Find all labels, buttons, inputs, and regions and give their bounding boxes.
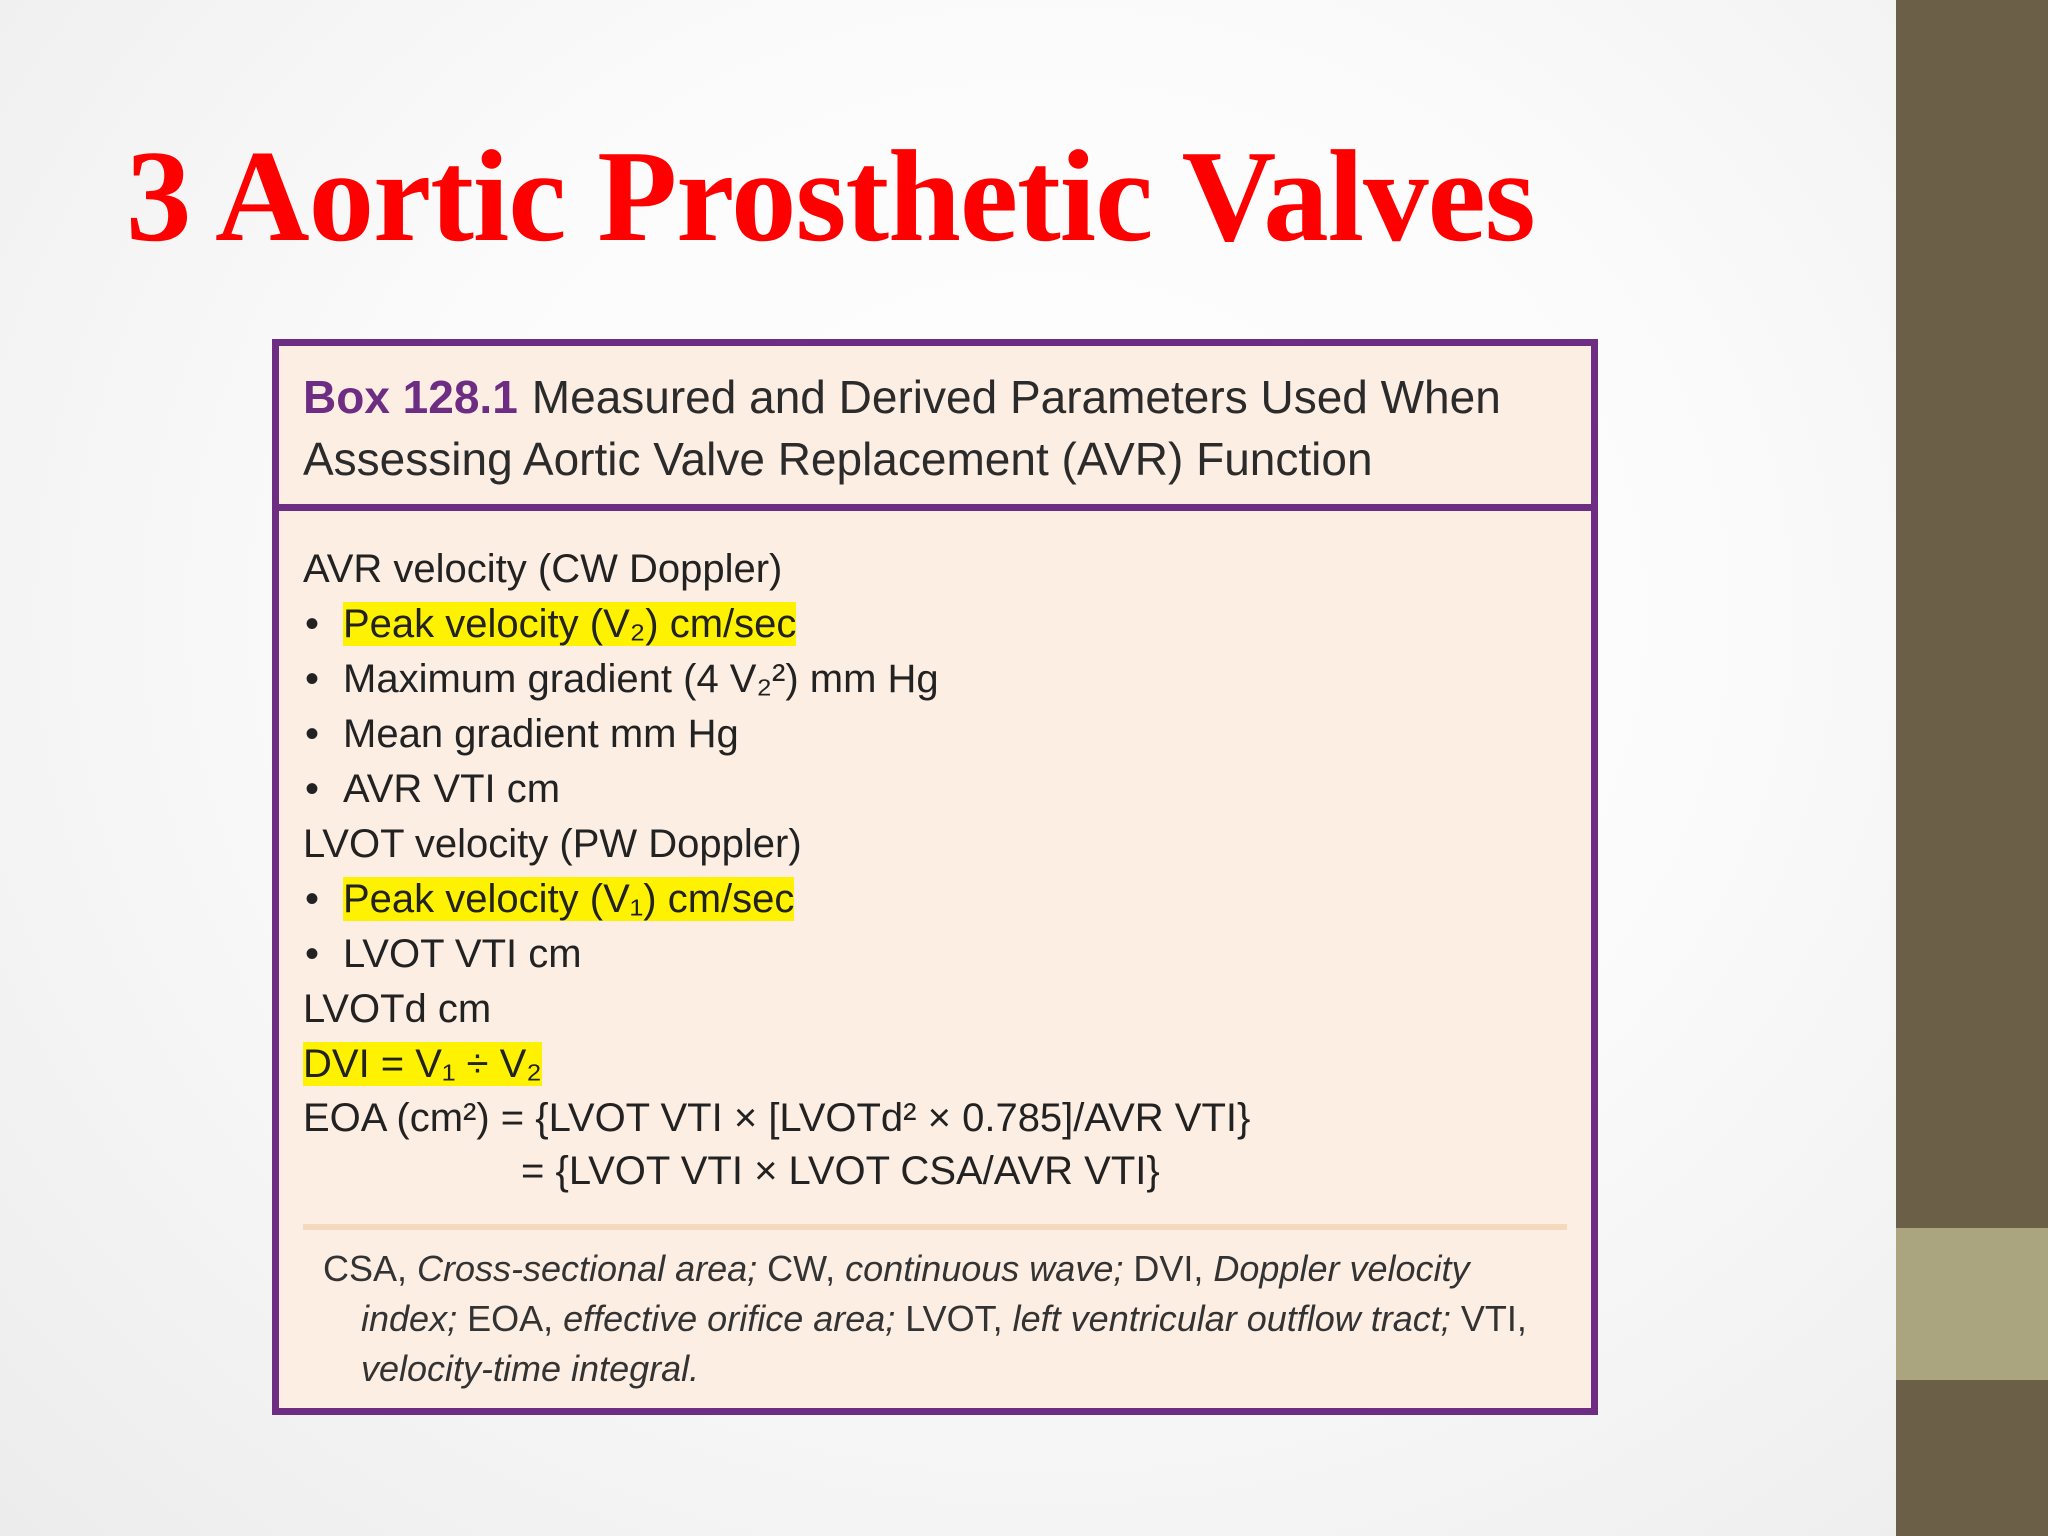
lvot-peak-velocity-item	[303, 872, 1567, 927]
box-label: Box 128.1	[303, 371, 518, 423]
bullet-icon: •	[305, 877, 320, 921]
slide-title: 3 Aortic Prosthetic Valves	[126, 124, 1535, 269]
max-gradient-item: • Maximum gradient (4 V₂²) mm Hg	[303, 652, 1567, 707]
lvotd-item: LVOTd cm	[303, 987, 492, 1031]
avr-peak-velocity-item	[303, 597, 1567, 652]
lvot-velocity-heading: LVOT velocity (PW Doppler)	[303, 822, 802, 866]
avr-vti-item: • AVR VTI cm	[303, 762, 1567, 817]
abbreviations-footnote: CSA, Cross-sectional area; CW, continuous wave; DVI, Doppler velocity index; EOA, effective orifice area; LVOT, left ventricular outflow tract; VTI, velocity-time integral.	[323, 1248, 1527, 1389]
box-title-text: Measured and Derived Parameters Used When	[531, 371, 1501, 423]
bullet-icon: •	[305, 602, 320, 646]
eoa-formula-line-2: = {LVOT VTI × LVOT CSA/AVR VTI}	[521, 1149, 1160, 1193]
mean-gradient-item: • Mean gradient mm Hg	[303, 707, 1567, 762]
lvot-vti-item: • LVOT VTI cm	[303, 927, 1567, 982]
box-title-line-2: Assessing Aortic Valve Replacement (AVR) Function	[303, 433, 1373, 485]
avr-velocity-heading: AVR velocity (CW Doppler)	[303, 547, 783, 591]
highlighted-text: DVI = V₁ ÷ V₂	[303, 1042, 542, 1086]
highlighted-text: Peak velocity (V₂) cm/sec	[343, 602, 797, 646]
slide-side-accent	[1896, 1228, 2048, 1380]
box-header	[279, 346, 1591, 511]
box-body	[303, 542, 1567, 1198]
highlighted-text: Peak velocity (V₁) cm/sec	[343, 877, 795, 921]
parameter-box	[272, 339, 1598, 1415]
dvi-formula	[303, 1037, 1567, 1092]
bullet-icon: •	[305, 767, 320, 811]
footnote-divider	[303, 1224, 1567, 1230]
bullet-icon: •	[305, 932, 320, 976]
eoa-formula-line-1: EOA (cm²) = {LVOT VTI × [LVOTd² × 0.785]/AVR VTI}	[303, 1096, 1251, 1140]
bullet-icon: •	[305, 657, 320, 701]
box-title-line-1	[303, 366, 1567, 428]
bullet-icon: •	[305, 712, 320, 756]
